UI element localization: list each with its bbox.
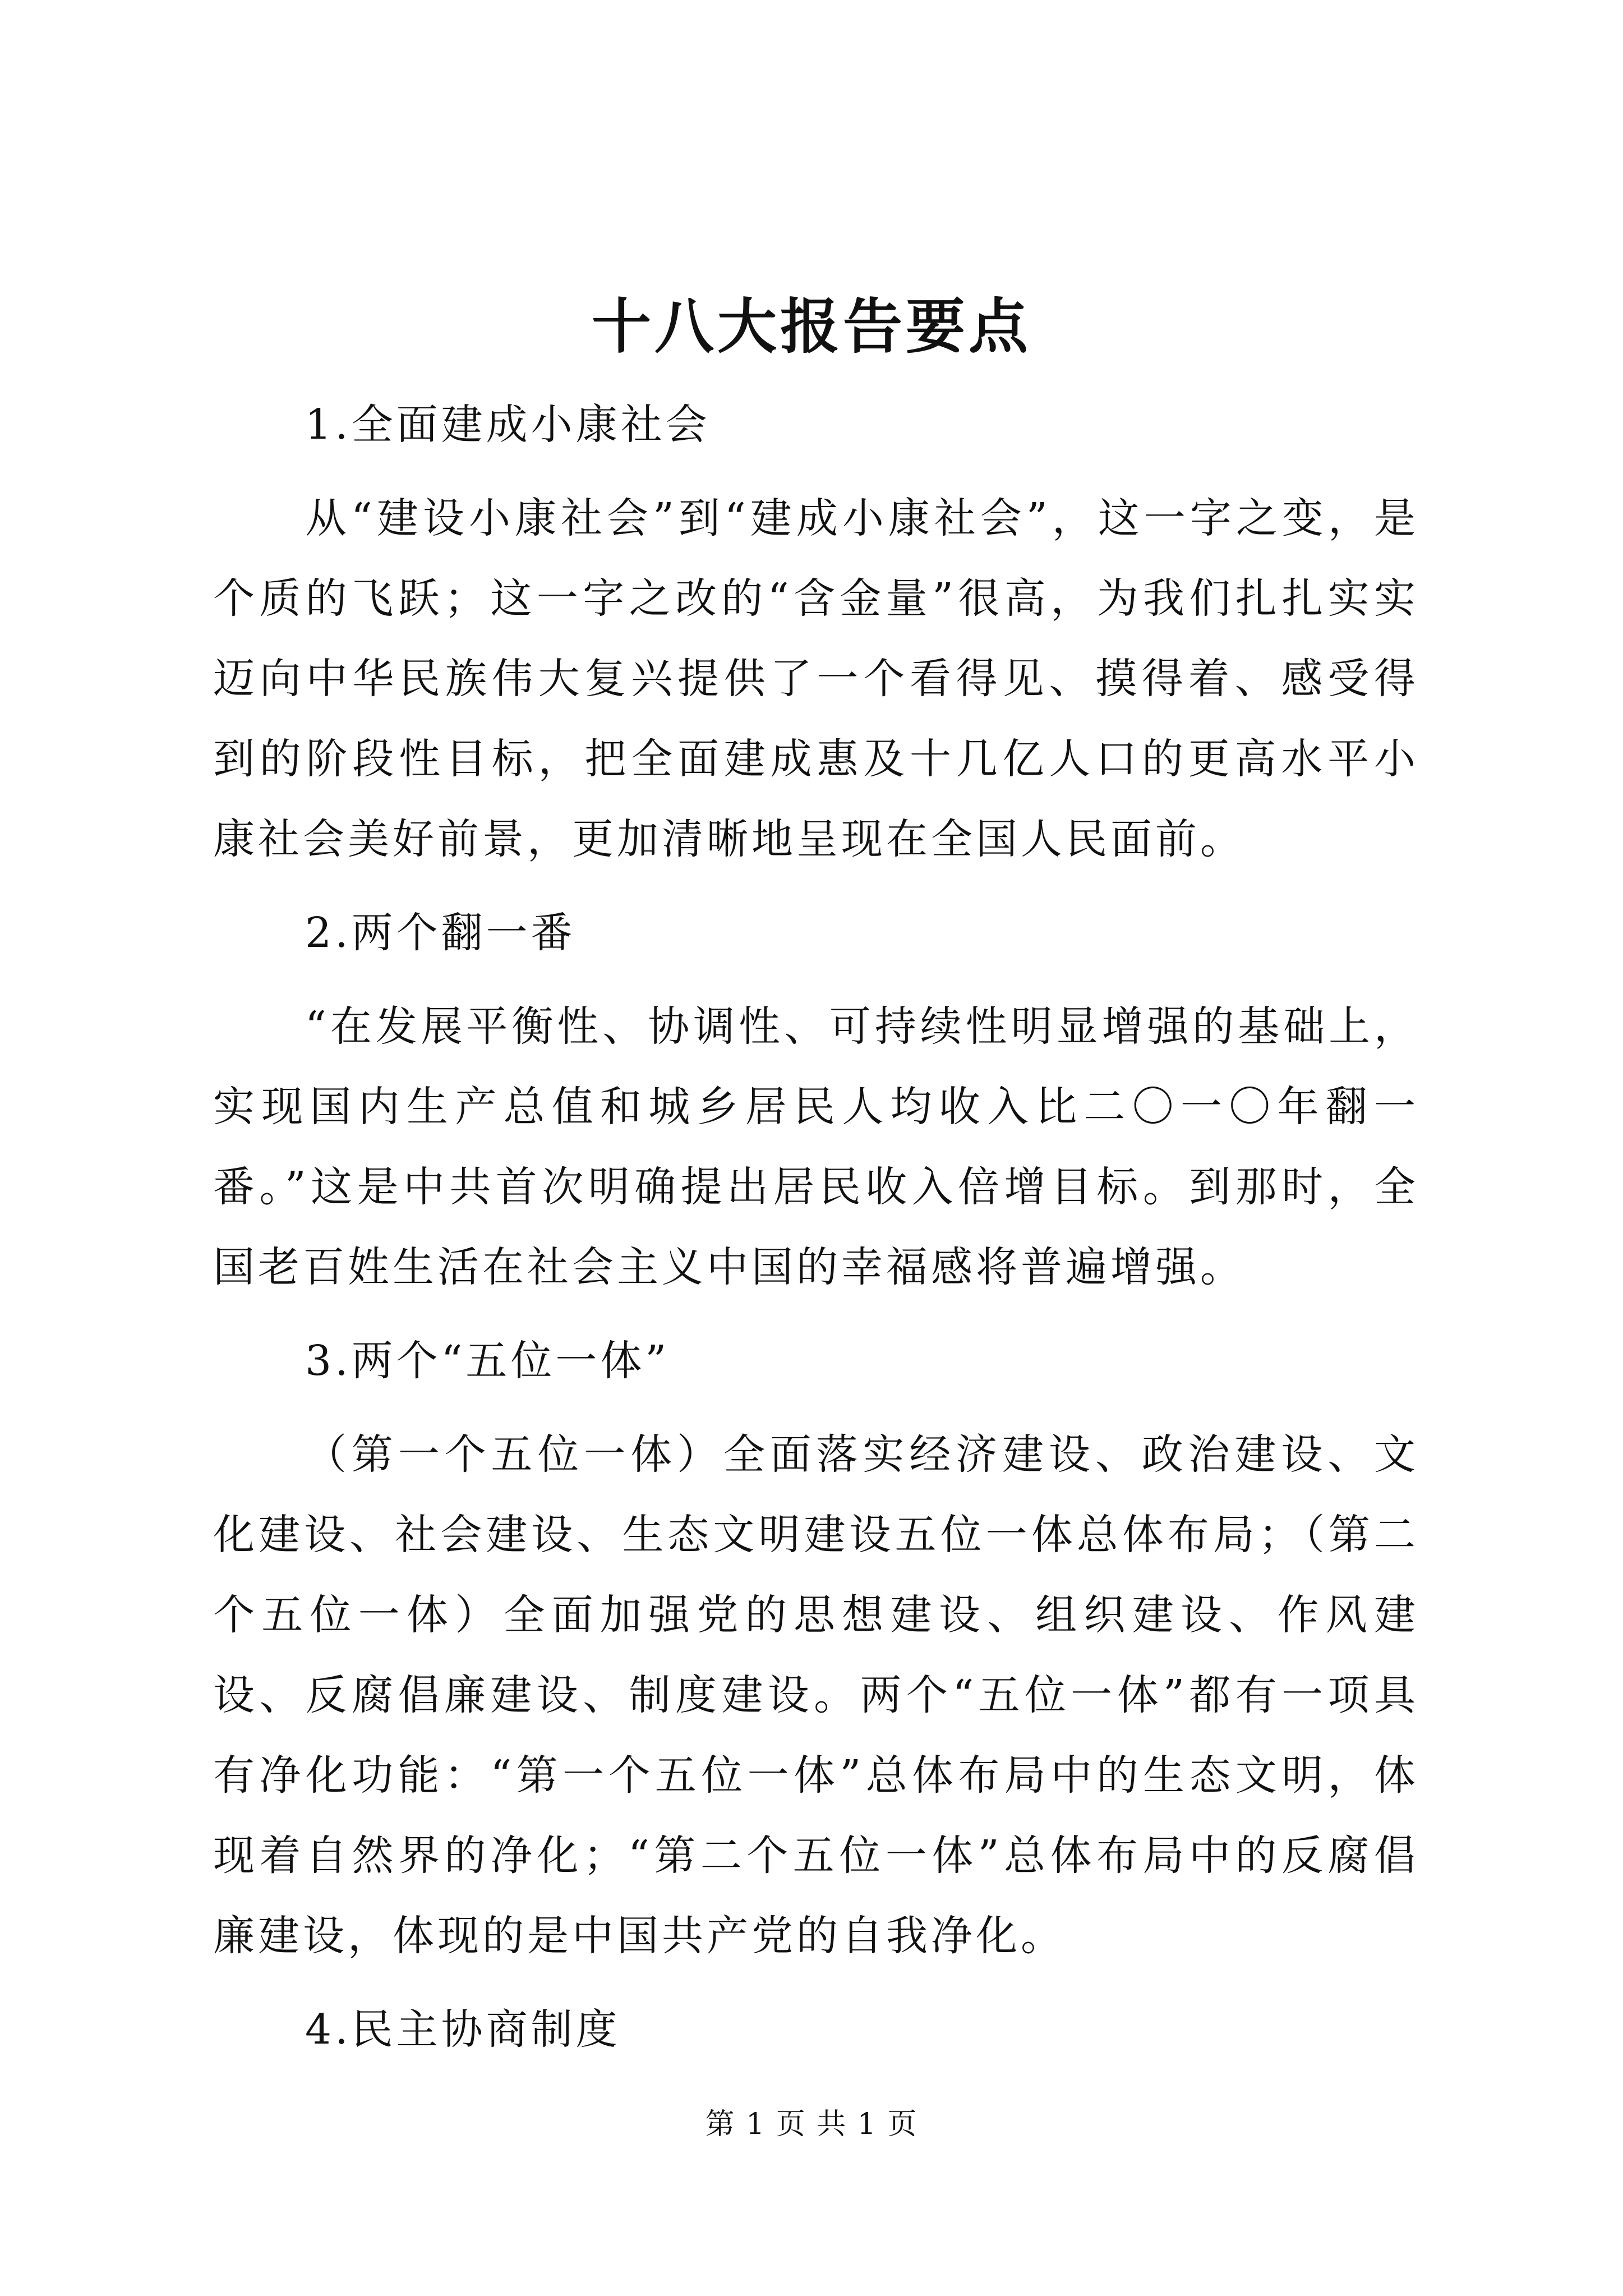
section-heading-1: 1.全面建成小康社会 (305, 401, 711, 449)
document-body (213, 385, 1419, 2083)
section-paragraph-1: 从“建设小康社会”到“建成小康社会”，这一字之变，是个质的飞跃；这一字之改的“含金量”很高，为我们扎扎实实迈向中华民族伟大复兴提供了一个看得见、摸得着、感受得到的阶段性目标，把全面建成惠及十几亿人口的更高水平小康社会美好前景，更加清晰地呈现在全国人民面前。 (213, 494, 1419, 863)
section-heading-2: 2.两个翻一番 (305, 909, 576, 957)
page-footer: 第 1 页 共 1 页 (705, 2108, 918, 2141)
section-heading-4: 4.民主协商制度 (305, 2005, 621, 2054)
section-heading-3: 3.两个“五位一体” (305, 1337, 670, 1385)
section-paragraph-2: “在发展平衡性、协调性、可持续性明显增强的基础上，实现国内生产总值和城乡居民人均收入比二〇一〇年翻一番。”这是中共首次明确提出居民收入倍增目标。到那时，全国老百姓生活在社会主义中国的幸福感将普遍增强。 (213, 1002, 1419, 1291)
section-paragraph-3: （第一个五位一体）全面落实经济建设、政治建设、文化建设、社会建设、生态文明建设五位一体总体布局；（第二个五位一体）全面加强党的思想建设、组织建设、作风建设、反腐倡廉建设、制度建设。两个“五位一体”都有一项具有净化功能：“第一个五位一体”总体布局中的生态文明，体现着自然界的净化；“第二个五位一体”总体布局中的反腐倡廉建设，体现的是中国共产党的自我净化。 (213, 1430, 1419, 1960)
document-title: 十八大报告要点 (592, 291, 1031, 361)
